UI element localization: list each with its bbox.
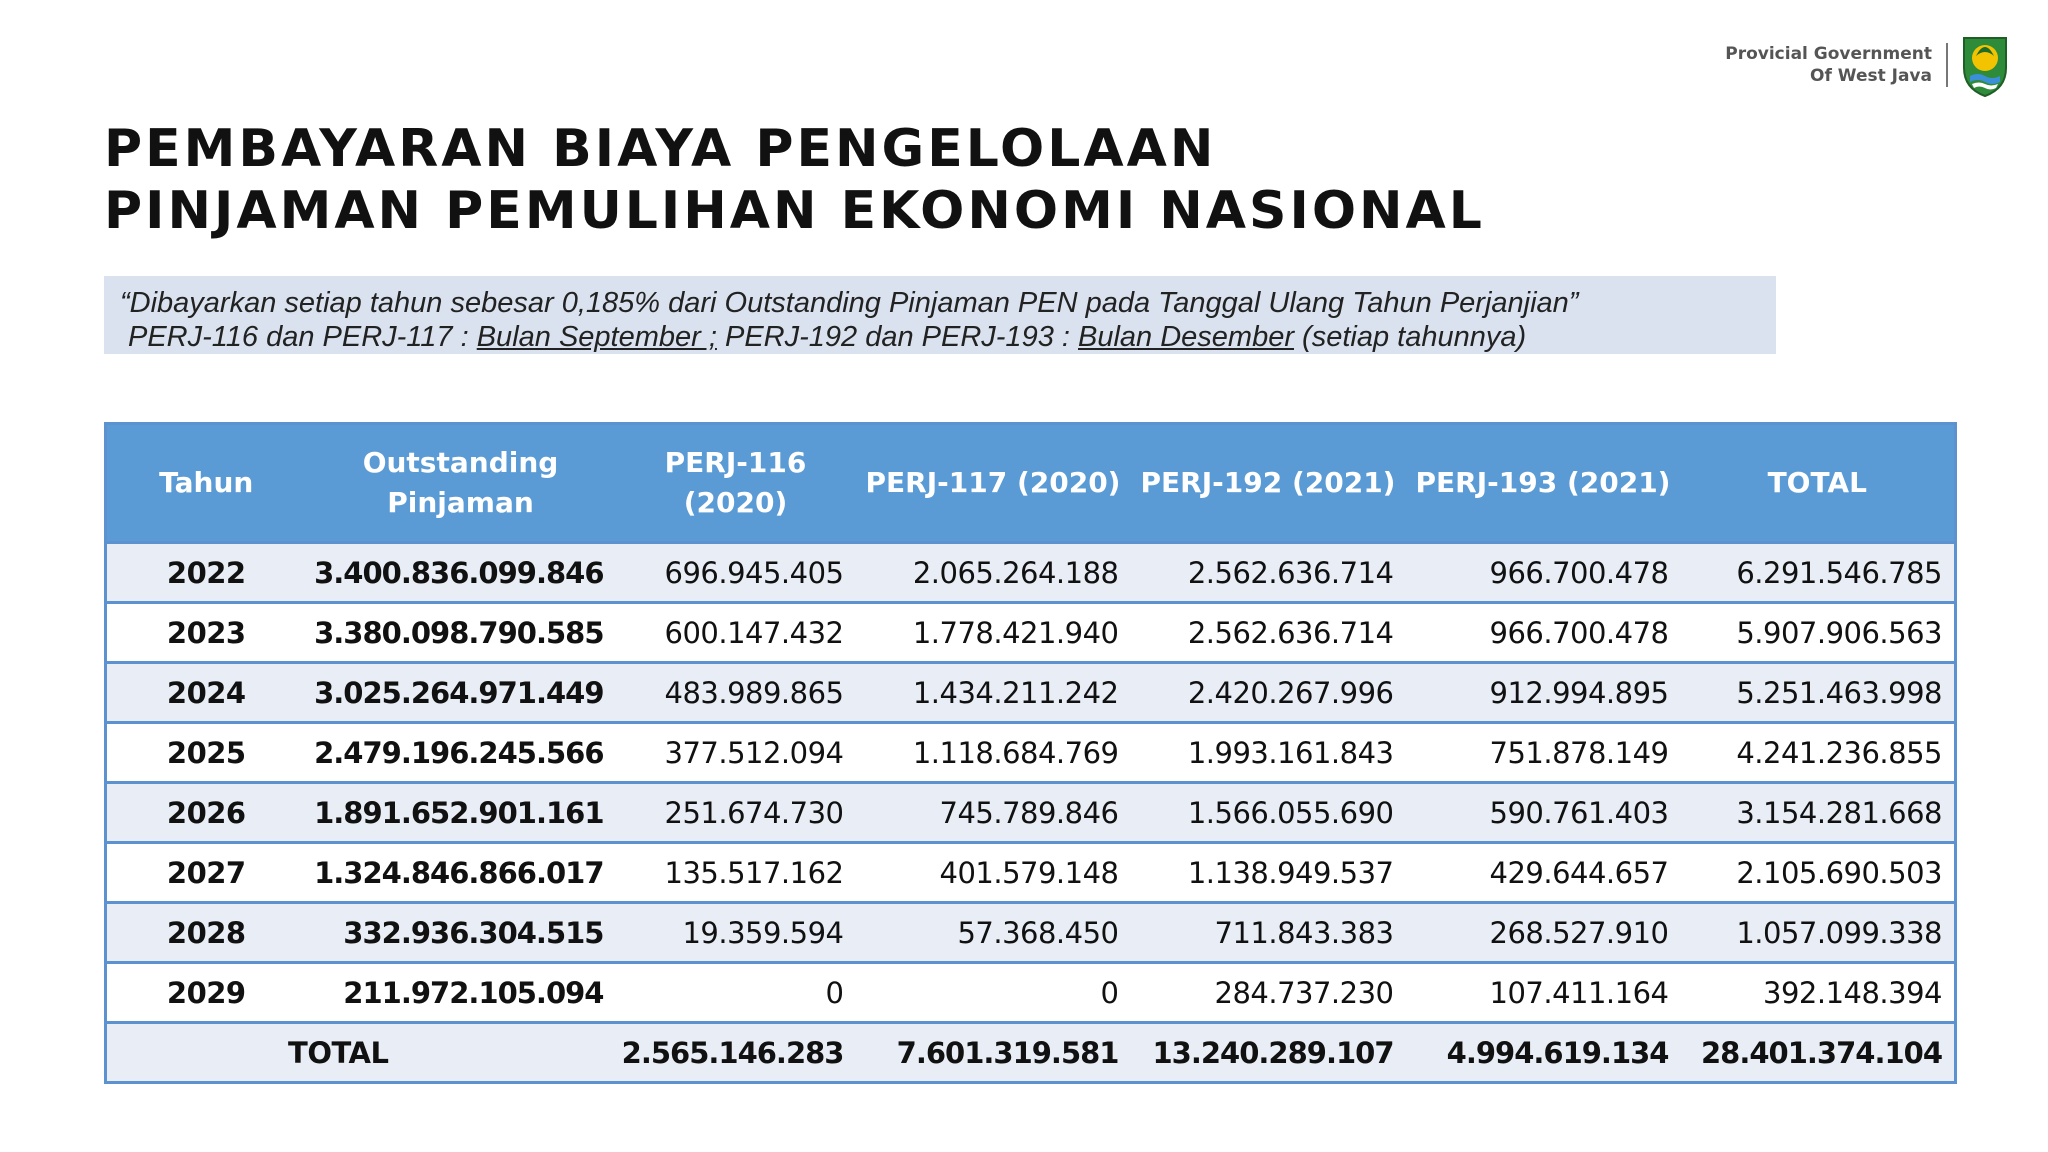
header-tahun: Tahun [106, 424, 306, 543]
cell-year: 2025 [106, 723, 306, 783]
payment-note [104, 276, 1776, 354]
header-outstanding-2: Pinjaman [387, 486, 534, 519]
cell-outstanding: 211.972.105.094 [306, 963, 616, 1023]
note-line-2 [128, 320, 1526, 354]
table-row [106, 543, 1956, 603]
cell-perj117: 401.579.148 [856, 843, 1131, 903]
cell-outstanding: 1.891.652.901.161 [306, 783, 616, 843]
cell-perj192: 2.420.267.996 [1131, 663, 1406, 723]
west-java-emblem-icon [1960, 32, 2010, 98]
total-perj192: 13.240.289.107 [1131, 1023, 1406, 1083]
cell-total: 392.148.394 [1681, 963, 1956, 1023]
note-text-e: (setiap tahunnya) [1294, 321, 1527, 353]
cell-perj117: 1.778.421.940 [856, 603, 1131, 663]
total-perj193: 4.994.619.134 [1406, 1023, 1681, 1083]
cell-perj117: 1.118.684.769 [856, 723, 1131, 783]
cell-perj116: 377.512.094 [616, 723, 856, 783]
total-perj116: 2.565.146.283 [616, 1023, 856, 1083]
header-outstanding-1: Outstanding [362, 446, 559, 479]
cell-perj116: 0 [616, 963, 856, 1023]
table-row [106, 843, 1956, 903]
header-perj116 [616, 424, 856, 543]
cell-perj117: 1.434.211.242 [856, 663, 1131, 723]
cell-year: 2023 [106, 603, 306, 663]
cell-perj116: 251.674.730 [616, 783, 856, 843]
note-text-c: PERJ-192 dan PERJ-193 : [716, 321, 1078, 353]
cell-total: 4.241.236.855 [1681, 723, 1956, 783]
header-perj193: PERJ-193 (2021) [1406, 424, 1681, 543]
header-perj116-2: (2020) [683, 486, 788, 519]
table-row [106, 963, 1956, 1023]
total-perj117: 7.601.319.581 [856, 1023, 1131, 1083]
cell-perj116: 483.989.865 [616, 663, 856, 723]
cell-perj117: 57.368.450 [856, 903, 1131, 963]
cell-perj116: 600.147.432 [616, 603, 856, 663]
cell-perj192: 284.737.230 [1131, 963, 1406, 1023]
payment-table [104, 422, 1957, 1084]
table-row [106, 783, 1956, 843]
header-logo [1725, 32, 2010, 98]
cell-total: 5.907.906.563 [1681, 603, 1956, 663]
total-grand: 28.401.374.104 [1681, 1023, 1956, 1083]
note-september: Bulan September ; [476, 321, 717, 353]
cell-perj193: 268.527.910 [1406, 903, 1681, 963]
cell-outstanding: 1.324.846.866.017 [306, 843, 616, 903]
cell-perj193: 912.994.895 [1406, 663, 1681, 723]
note-line-1: “Dibayarkan setiap tahun sebesar 0,185% dari Outstanding Pinjaman PEN pada Tanggal Ulang Tahun Perjanjian” [120, 287, 1579, 319]
table-body [106, 543, 1956, 1083]
table-row [106, 723, 1956, 783]
logo-line-1: Provicial Government [1725, 44, 1932, 64]
cell-perj117: 745.789.846 [856, 783, 1131, 843]
cell-year: 2029 [106, 963, 306, 1023]
cell-year: 2028 [106, 903, 306, 963]
cell-perj116: 696.945.405 [616, 543, 856, 603]
cell-year: 2024 [106, 663, 306, 723]
cell-perj116: 19.359.594 [616, 903, 856, 963]
cell-perj193: 590.761.403 [1406, 783, 1681, 843]
title-line-2: PINJAMAN PEMULIHAN EKONOMI NASIONAL [104, 181, 1485, 241]
cell-total: 5.251.463.998 [1681, 663, 1956, 723]
header-outstanding [306, 424, 616, 543]
cell-year: 2027 [106, 843, 306, 903]
table-row [106, 603, 1956, 663]
cell-perj192: 1.993.161.843 [1131, 723, 1406, 783]
header-perj116-1: PERJ-116 [664, 446, 807, 479]
cell-perj193: 429.644.657 [1406, 843, 1681, 903]
cell-outstanding: 3.380.098.790.585 [306, 603, 616, 663]
cell-perj192: 1.138.949.537 [1131, 843, 1406, 903]
cell-perj192: 2.562.636.714 [1131, 543, 1406, 603]
cell-perj116: 135.517.162 [616, 843, 856, 903]
cell-perj192: 1.566.055.690 [1131, 783, 1406, 843]
cell-total: 2.105.690.503 [1681, 843, 1956, 903]
header-total: TOTAL [1681, 424, 1956, 543]
cell-outstanding: 332.936.304.515 [306, 903, 616, 963]
cell-total: 3.154.281.668 [1681, 783, 1956, 843]
cell-total: 6.291.546.785 [1681, 543, 1956, 603]
cell-year: 2026 [106, 783, 306, 843]
cell-perj192: 711.843.383 [1131, 903, 1406, 963]
cell-outstanding: 3.400.836.099.846 [306, 543, 616, 603]
note-desember: Bulan Desember [1078, 321, 1294, 353]
cell-perj192: 2.562.636.714 [1131, 603, 1406, 663]
table-row [106, 663, 1956, 723]
cell-perj193: 966.700.478 [1406, 543, 1681, 603]
cell-outstanding: 3.025.264.971.449 [306, 663, 616, 723]
header-perj117: PERJ-117 (2020) [856, 424, 1131, 543]
note-text-a: PERJ-116 dan PERJ-117 : [128, 321, 477, 353]
table-row [106, 903, 1956, 963]
cell-perj117: 2.065.264.188 [856, 543, 1131, 603]
table-total-row [106, 1023, 1956, 1083]
cell-perj193: 107.411.164 [1406, 963, 1681, 1023]
cell-perj193: 751.878.149 [1406, 723, 1681, 783]
page-title [104, 118, 1485, 242]
logo-line-2: Of West Java [1810, 66, 1932, 86]
table-header-row [106, 424, 1956, 543]
logo-text [1725, 43, 1948, 87]
cell-total: 1.057.099.338 [1681, 903, 1956, 963]
cell-perj117: 0 [856, 963, 1131, 1023]
header-perj192: PERJ-192 (2021) [1131, 424, 1406, 543]
title-line-1: PEMBAYARAN BIAYA PENGELOLAAN [104, 119, 1217, 179]
cell-perj193: 966.700.478 [1406, 603, 1681, 663]
total-label: TOTAL [106, 1023, 616, 1083]
cell-year: 2022 [106, 543, 306, 603]
cell-outstanding: 2.479.196.245.566 [306, 723, 616, 783]
